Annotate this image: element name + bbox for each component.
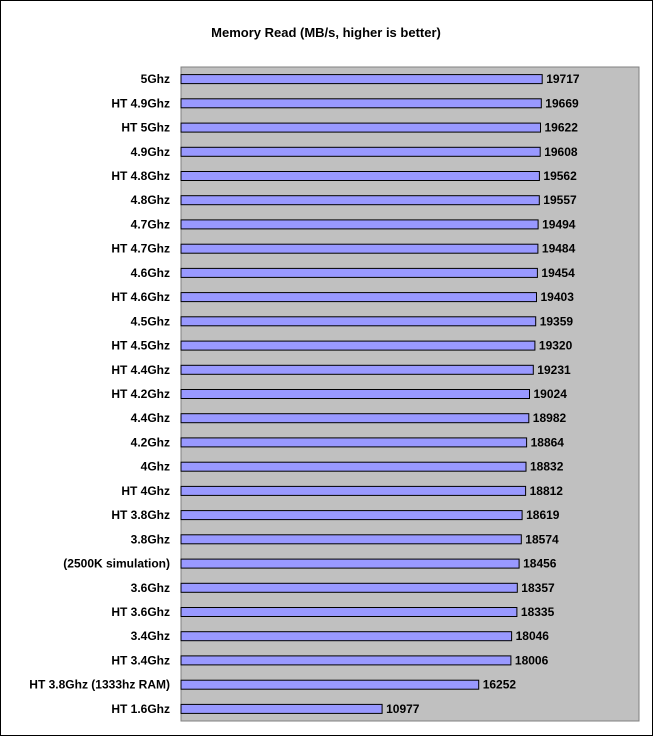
category-label: 4.9Ghz <box>130 144 170 159</box>
category-label: HT 4.9Ghz <box>111 96 170 111</box>
category-label: HT 3.8Ghz <box>111 508 170 523</box>
category-label: HT 3.6Ghz <box>111 605 170 619</box>
category-label: HT 3.8Ghz (1333hz RAM) <box>29 677 170 692</box>
bar <box>181 220 538 229</box>
value-label: 19024 <box>533 387 567 401</box>
bar <box>181 414 529 423</box>
category-labels <box>29 72 170 716</box>
bar <box>181 75 542 84</box>
value-label: 18812 <box>529 483 563 498</box>
category-label: HT 4Ghz <box>121 483 170 498</box>
bar <box>181 172 539 181</box>
value-label: 19320 <box>538 338 573 353</box>
value-label: 18006 <box>514 653 549 668</box>
category-label: HT 3.4Ghz <box>111 653 170 668</box>
category-label: 5Ghz <box>140 72 170 87</box>
bar <box>181 608 517 617</box>
category-label: 4.6Ghz <box>130 265 170 280</box>
value-label: 19557 <box>543 193 577 208</box>
bar <box>181 196 539 205</box>
category-label: HT 1.6Ghz <box>111 701 170 716</box>
category-label: 4.8Ghz <box>130 193 170 208</box>
bar <box>181 486 526 495</box>
bar <box>181 293 537 302</box>
bar <box>181 583 517 592</box>
value-label: 18982 <box>532 411 567 426</box>
value-label: 19562 <box>543 169 577 183</box>
value-label: 18832 <box>530 459 564 474</box>
bar <box>181 438 527 447</box>
bar <box>181 99 541 108</box>
value-label: 18574 <box>525 532 559 547</box>
category-label: HT 5Ghz <box>121 120 170 135</box>
value-label: 10977 <box>386 701 420 716</box>
category-label: 4.4Ghz <box>130 411 170 426</box>
bar <box>181 680 479 689</box>
category-label: (2500K simulation) <box>63 556 170 571</box>
value-label: 19622 <box>544 120 578 135</box>
category-label: 3.8Ghz <box>130 532 170 547</box>
value-label: 19359 <box>539 314 574 329</box>
category-label: 3.6Ghz <box>130 580 170 595</box>
bar <box>181 317 536 326</box>
bar <box>181 244 538 253</box>
category-label: HT 4.5Ghz <box>111 338 170 353</box>
bar <box>181 559 519 568</box>
value-label: 19717 <box>546 72 580 87</box>
category-label: HT 4.4Ghz <box>111 362 170 377</box>
category-label: 4.5Ghz <box>130 314 170 329</box>
bar <box>181 535 521 544</box>
bar <box>181 147 540 156</box>
value-label: 18456 <box>523 556 557 571</box>
value-label: 18357 <box>521 580 555 595</box>
category-label: 4.7Ghz <box>130 217 170 232</box>
bar <box>181 268 537 277</box>
value-label: 18046 <box>515 629 549 644</box>
category-label: 4Ghz <box>140 459 170 474</box>
value-label: 19403 <box>540 290 574 305</box>
value-label: 19669 <box>545 96 579 111</box>
category-label: 4.2Ghz <box>130 435 170 450</box>
bar <box>181 365 533 374</box>
category-label: HT 4.8Ghz <box>111 169 170 183</box>
bar <box>181 656 511 665</box>
bar-chart <box>1 1 652 735</box>
value-label: 19608 <box>544 144 578 159</box>
category-label: HT 4.2Ghz <box>111 387 170 401</box>
bar <box>181 123 541 132</box>
value-label: 18864 <box>530 435 564 450</box>
value-label: 16252 <box>482 677 517 692</box>
value-label: 19494 <box>542 217 576 232</box>
value-label: 18335 <box>520 605 555 619</box>
bar <box>181 704 382 713</box>
value-label: 19231 <box>537 362 571 377</box>
chart-title: Memory Read (MB/s, higher is better) <box>211 25 441 40</box>
bar <box>181 632 512 641</box>
bar <box>181 341 535 350</box>
category-label: HT 4.6Ghz <box>111 290 170 305</box>
value-label: 18619 <box>526 508 560 523</box>
category-label: HT 4.7Ghz <box>111 241 170 256</box>
bar <box>181 511 522 520</box>
bar <box>181 390 530 399</box>
category-label: 3.4Ghz <box>130 629 170 644</box>
bar <box>181 462 526 471</box>
value-label: 19484 <box>541 241 576 256</box>
value-label: 19454 <box>541 265 575 280</box>
